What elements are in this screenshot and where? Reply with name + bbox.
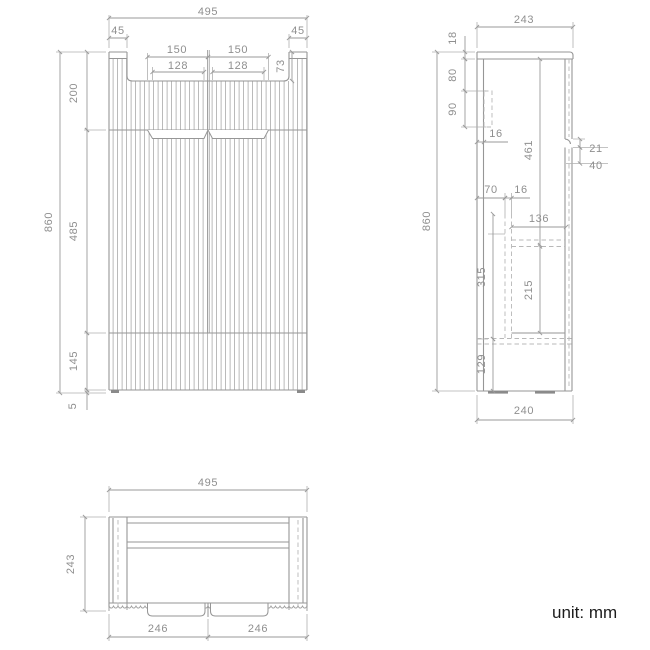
dim-side-handle-zone: 40 (589, 160, 603, 172)
dim-side-handle-lip: 21 (589, 143, 603, 155)
side-hidden-lines (477, 59, 572, 389)
dim-side-top-thickness: 18 (447, 31, 459, 45)
plan-extension-lines (80, 486, 307, 641)
dim-side-inner-height: 461 (523, 139, 535, 161)
dim-front-post-right: 45 (291, 25, 305, 37)
dim-front-handle-outer-left: 150 (166, 44, 188, 56)
dim-side-back-panel: 16 (489, 128, 503, 140)
dim-side-height: 860 (421, 210, 433, 232)
dim-front-width: 495 (197, 6, 219, 18)
dim-front-bottom-section: 145 (68, 350, 80, 372)
plan-view (65, 477, 307, 641)
dim-front-handle-inner-right: 128 (227, 60, 249, 72)
dim-side-drawer-offset: 70 (484, 184, 498, 196)
side-outline (477, 52, 573, 391)
dim-plan-width: 495 (197, 477, 219, 489)
dim-front-height: 860 (43, 211, 55, 233)
dim-side-drawer-zone: 215 (523, 279, 535, 301)
side-view (421, 14, 608, 424)
dim-plan-door-left: 246 (147, 623, 169, 635)
side-dim-lines (437, 27, 580, 420)
dim-front-top-section: 200 (68, 82, 80, 104)
dim-side-drawer-depth: 136 (528, 213, 550, 225)
dim-front-post-left: 45 (111, 25, 125, 37)
dim-side-bottom-offset: 129 (476, 353, 488, 375)
dim-front-recess: 73 (275, 59, 287, 73)
front-view (43, 6, 307, 410)
dim-front-handle-outer-right: 150 (227, 44, 249, 56)
dim-front-middle-section: 485 (68, 220, 80, 242)
dim-side-base-depth: 240 (513, 405, 535, 417)
dim-side-depth: 243 (513, 14, 535, 26)
dim-mask (290, 53, 296, 81)
dim-plan-depth: 243 (65, 553, 77, 575)
dim-side-lower-zone: 315 (476, 266, 488, 288)
plan-outline (109, 517, 307, 611)
dim-front-handle-inner-left: 128 (167, 60, 189, 72)
dim-plan-door-right: 246 (247, 623, 269, 635)
unit-label: unit: mm (552, 603, 618, 622)
side-dim-tails (465, 36, 530, 198)
dim-side-hanger-offset: 80 (447, 68, 459, 82)
plan-hidden-lines (118, 520, 298, 608)
dim-front-foot: 5 (67, 402, 79, 410)
dim-side-drawer-panel: 16 (514, 184, 528, 196)
dim-side-hanger-height: 90 (447, 102, 459, 116)
